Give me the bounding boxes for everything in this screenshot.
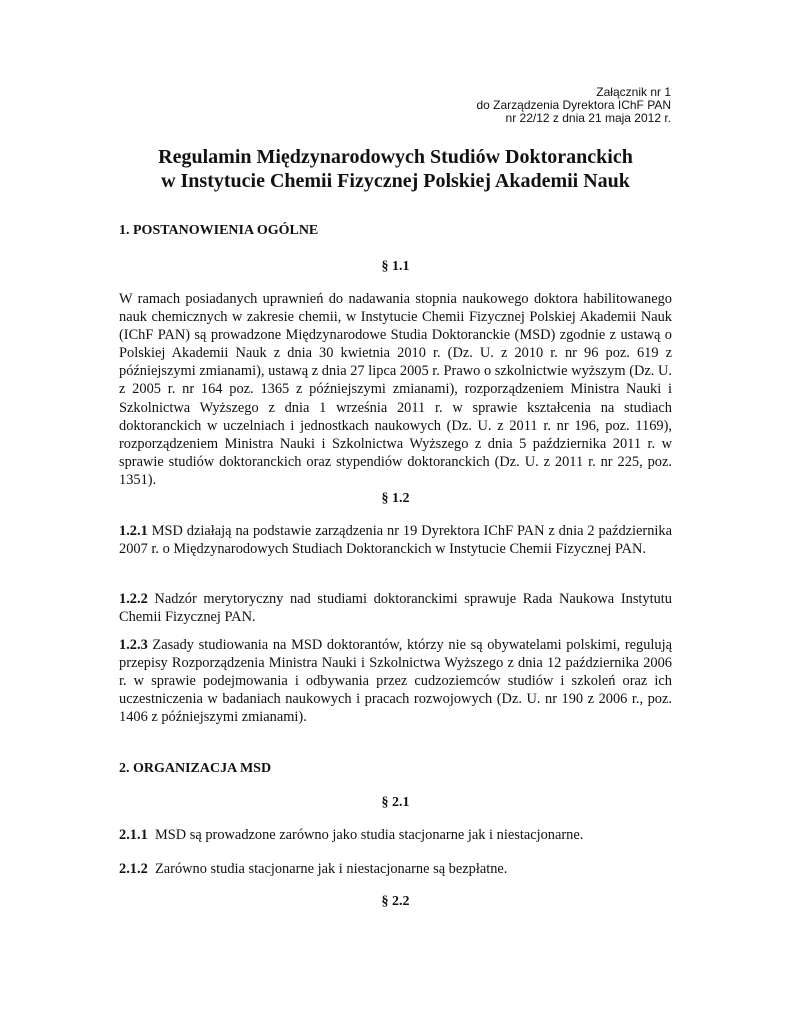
paragraph-number: 2.1.2 [119,861,148,877]
document-title [0,145,791,193]
paragraph-number: 2.1.1 [119,827,148,843]
section-1-1-label: § 1.1 [381,259,410,274]
section-1-2-label: § 1.2 [381,491,410,506]
paragraph-1-2-1 [119,522,672,558]
paragraph-2-1-1 [119,826,672,844]
section-1-1-text: W ramach posiadanych uprawnień do nadawania stopnia naukowego doktora habilitowanego nauk chemicznych w zakresie chemii, w Instytucie Chemii Fizycznej Polskiej Akademii Nauk (IChF PAN) są prowadzone Międzynarodowe Studia Doktoranckie (MSD) zgodnie z ustawą o Polskiej Akademii Nauk z dnia 30 kwietnia 2010 r. (Dz. U. z 2010 r. nr 96 poz. 619 z późniejszymi zmianami), ustawą z dnia 27 lipca 2005 r. Prawo o szkolnictwie wyższym (Dz. U. z 2005 r. nr 164 poz. 1365 z późniejszymi zmianami), rozporządzeniem Ministra Nauki i Szkolnictwa Wyższego z dnia 1 września 2011 r. w sprawie kształcenia na studiach doktoranckich w uczelniach i jednostkach naukowych (Dz. U. z 2011 r. nr 196, poz. 1169), rozporządzeniem Ministra Nauki i Szkolnictwa Wyższego z dnia 5 października 2011 r. w sprawie studiów doktoranckich oraz stypendiów doktoranckich (Dz. U. z 2011 r. nr 225, poz. 1351). [119,291,672,488]
paragraph-text: Zasady studiowania na MSD doktorantów, którzy nie są obywatelami polskimi, regulują przepisy Rozporządzenia Ministra Nauki i Szkolnictwa Wyższego z dnia 12 października 2006 r. w sprawie podejmowania i odbywania przez cudzoziemców studiów i szkoleń oraz ich uczestniczenia w badaniach naukowych i pracach rozwojowych (Dz. U. nr 190 z 2006 r., poz. 1406 z późniejszymi zmianami). [119,637,672,726]
paragraph-text: MSD są prowadzone zarówno jako studia stacjonarne jak i niestacjonarne. [147,827,584,843]
paragraph-text: Nadzór merytoryczny nad studiami doktoranckimi sprawuje Rada Naukowa Instytutu Chemii Fizycznej PAN. [119,591,672,626]
paragraph-text: MSD działają na podstawie zarządzenia nr 19 Dyrektora IChF PAN z dnia 2 października 2007 r. o Międzynarodowych Studiach Doktoranckich w Instytucie Chemii Fizycznej PAN. [119,523,672,558]
section-2-1-label: § 2.1 [381,795,410,810]
chapter-2-heading: 2. ORGANIZACJA MSD [119,761,272,776]
paragraph-1-2-2 [119,590,672,626]
paragraph-number: 1.2.1 [119,523,148,539]
chapter-1-heading: 1. POSTANOWIENIA OGÓLNE [119,223,319,238]
annex-line-2: do Zarządzenia Dyrektora IChF PAN [476,98,671,112]
title-line-1: Regulamin Międzynarodowych Studiów Doktoranckich [158,146,633,168]
annex-note [476,86,671,125]
title-line-2: w Instytucie Chemii Fizycznej Polskiej Akademii Nauk [161,170,630,192]
annex-line-1: Załącznik nr 1 [596,85,671,99]
paragraph-2-1-2 [119,860,672,878]
paragraph-1-2-3 [119,636,672,726]
paragraph-number: 1.2.2 [119,591,148,607]
paragraph-number: 1.2.3 [119,637,148,653]
annex-line-3: nr 22/12 z dnia 21 maja 2012 r. [505,111,671,125]
section-2-2-label: § 2.2 [381,894,410,909]
paragraph-text: Zarówno studia stacjonarne jak i niestacjonarne są bezpłatne. [147,861,508,877]
